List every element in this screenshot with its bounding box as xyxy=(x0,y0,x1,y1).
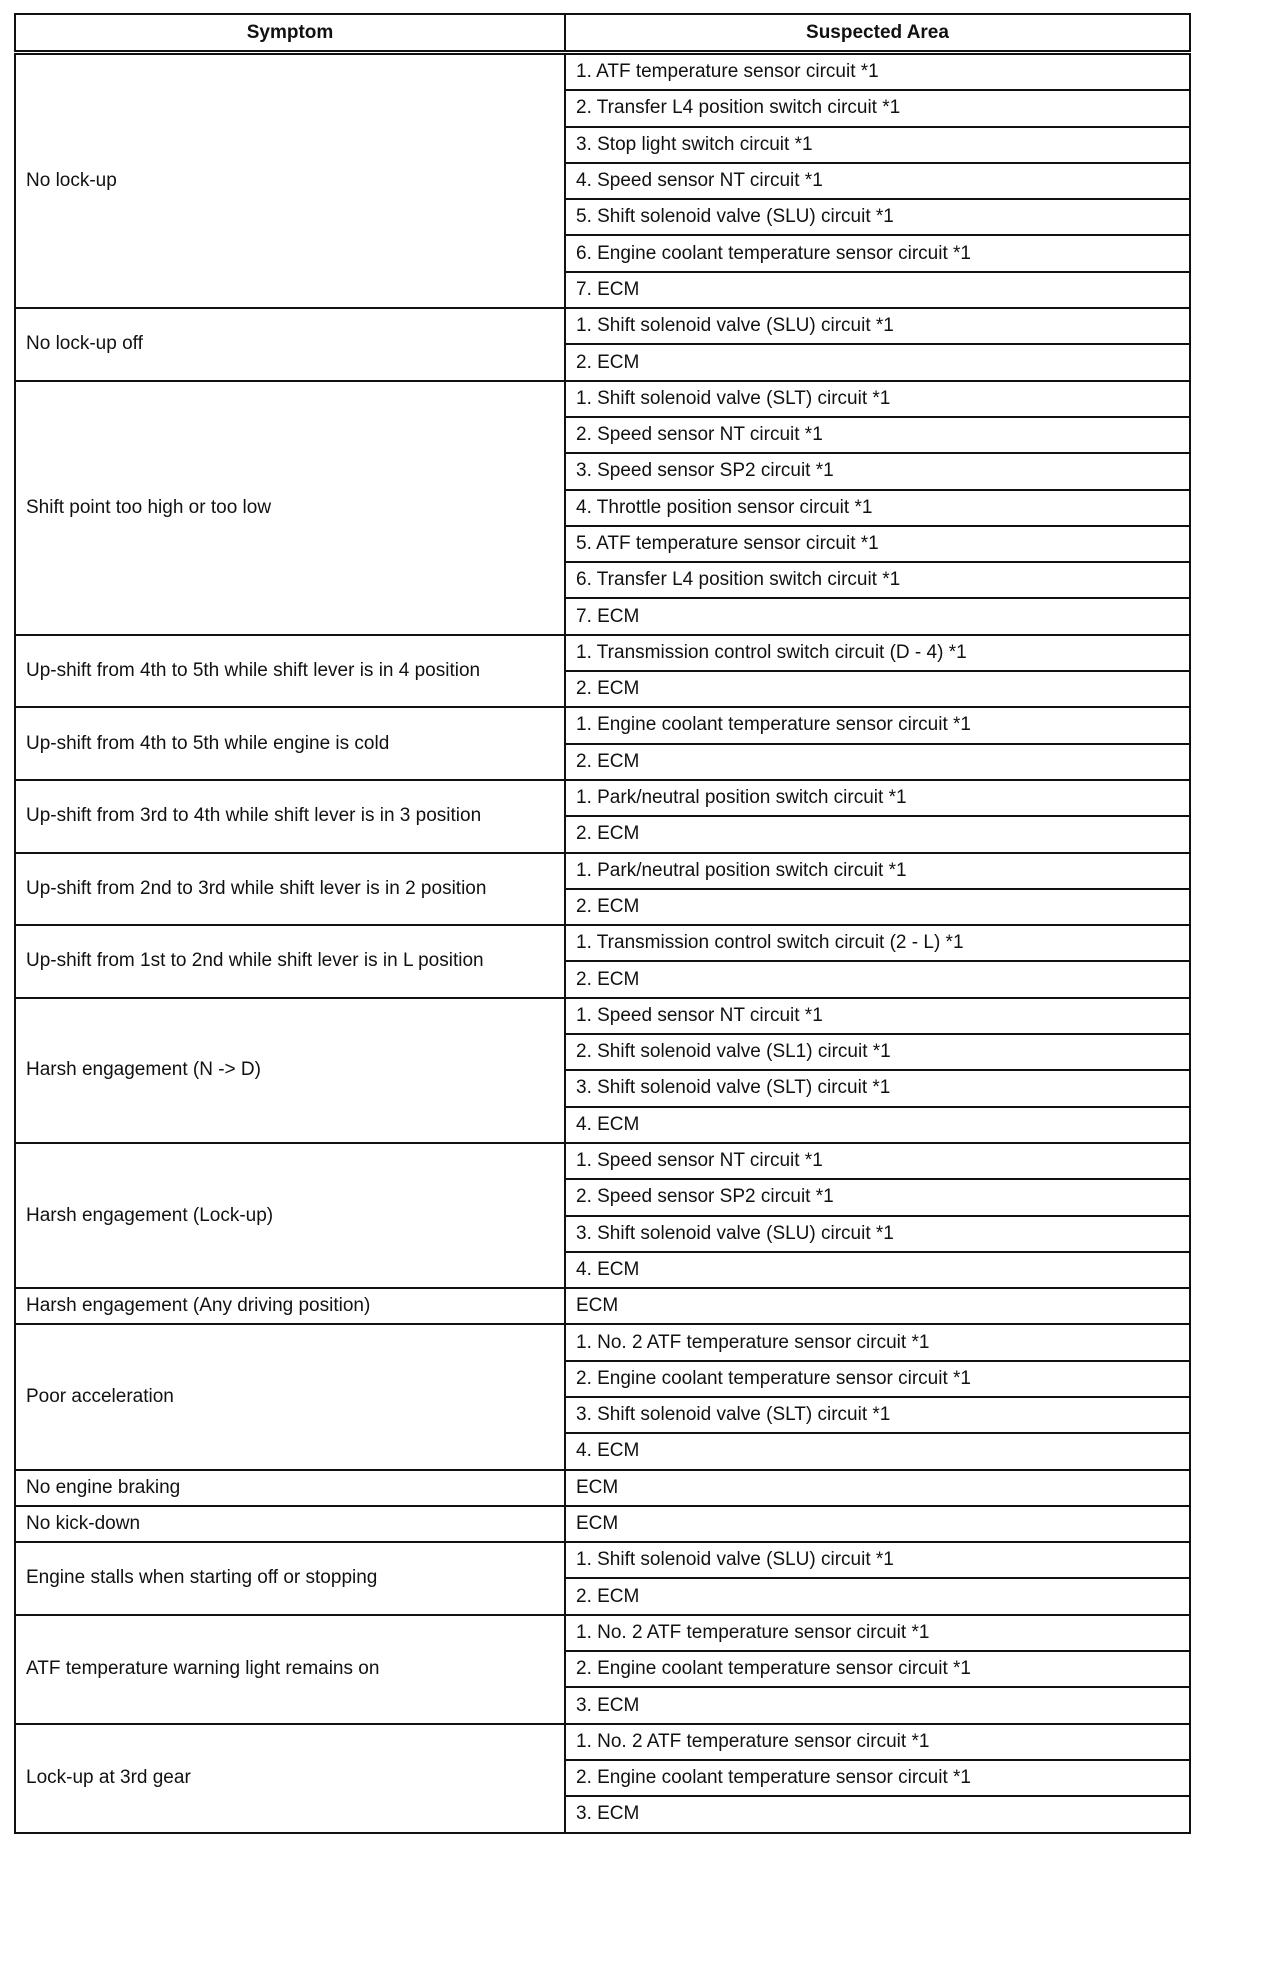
suspected-area-cell: 2. ECM xyxy=(565,671,1190,707)
suspected-area-cell: 2. ECM xyxy=(565,1578,1190,1614)
table-row xyxy=(15,998,1190,1034)
symptom-cell: No kick-down xyxy=(15,1506,565,1542)
table-row xyxy=(15,780,1190,816)
suspected-area-cell: 2. ECM xyxy=(565,744,1190,780)
table-row xyxy=(15,1542,1190,1578)
suspected-area-cell: 1. Transmission control switch circuit (2 - L) *1 xyxy=(565,925,1190,961)
table-row xyxy=(15,1615,1190,1651)
suspected-area-cell: 4. Throttle position sensor circuit *1 xyxy=(565,490,1190,526)
table-row xyxy=(15,1288,1190,1324)
suspected-area-cell: 1. Park/neutral position switch circuit *1 xyxy=(565,780,1190,816)
suspected-area-cell: 1. Engine coolant temperature sensor circuit *1 xyxy=(565,707,1190,743)
table-row xyxy=(15,1470,1190,1506)
suspected-area-cell: 2. Speed sensor NT circuit *1 xyxy=(565,417,1190,453)
table-body xyxy=(15,53,1190,1833)
suspected-area-cell: 3. Shift solenoid valve (SLT) circuit *1 xyxy=(565,1070,1190,1106)
suspected-area-cell: 4. ECM xyxy=(565,1107,1190,1143)
table-row xyxy=(15,1143,1190,1179)
suspected-area-cell: 7. ECM xyxy=(565,272,1190,308)
symptom-cell: Harsh engagement (Lock-up) xyxy=(15,1143,565,1288)
suspected-area-cell: 2. Speed sensor SP2 circuit *1 xyxy=(565,1179,1190,1215)
table-row xyxy=(15,1324,1190,1360)
suspected-area-cell: ECM xyxy=(565,1288,1190,1324)
suspected-area-cell: 1. Speed sensor NT circuit *1 xyxy=(565,998,1190,1034)
symptom-cell: Poor acceleration xyxy=(15,1324,565,1469)
suspected-area-cell: 7. ECM xyxy=(565,598,1190,634)
suspected-area-cell: ECM xyxy=(565,1506,1190,1542)
suspected-area-cell: ECM xyxy=(565,1470,1190,1506)
suspected-area-cell: 5. Shift solenoid valve (SLU) circuit *1 xyxy=(565,199,1190,235)
suspected-area-cell: 2. ECM xyxy=(565,816,1190,852)
suspected-area-cell: 2. ECM xyxy=(565,889,1190,925)
table-row xyxy=(15,308,1190,344)
suspected-area-cell: 3. Speed sensor SP2 circuit *1 xyxy=(565,453,1190,489)
symptom-table xyxy=(14,13,1191,1834)
symptom-cell: Harsh engagement (Any driving position) xyxy=(15,1288,565,1324)
suspected-area-cell: 3. Shift solenoid valve (SLU) circuit *1 xyxy=(565,1216,1190,1252)
suspected-area-cell: 3. Stop light switch circuit *1 xyxy=(565,127,1190,163)
suspected-area-cell: 2. Transfer L4 position switch circuit *1 xyxy=(565,90,1190,126)
symptom-cell: No engine braking xyxy=(15,1470,565,1506)
suspected-area-cell: 1. Shift solenoid valve (SLT) circuit *1 xyxy=(565,381,1190,417)
suspected-area-cell: 4. Speed sensor NT circuit *1 xyxy=(565,163,1190,199)
table-row xyxy=(15,635,1190,671)
table-row xyxy=(15,381,1190,417)
suspected-area-cell: 4. ECM xyxy=(565,1252,1190,1288)
symptom-cell: Up-shift from 4th to 5th while engine is cold xyxy=(15,707,565,780)
header-row xyxy=(15,14,1190,53)
suspected-area-cell: 1. Speed sensor NT circuit *1 xyxy=(565,1143,1190,1179)
symptom-cell: Up-shift from 1st to 2nd while shift lever is in L position xyxy=(15,925,565,998)
symptom-cell: Up-shift from 2nd to 3rd while shift lever is in 2 position xyxy=(15,853,565,926)
table-row xyxy=(15,925,1190,961)
suspected-area-cell: 1. No. 2 ATF temperature sensor circuit *1 xyxy=(565,1615,1190,1651)
suspected-area-cell: 6. Transfer L4 position switch circuit *1 xyxy=(565,562,1190,598)
suspected-area-cell: 2. Engine coolant temperature sensor circuit *1 xyxy=(565,1760,1190,1796)
suspected-area-cell: 3. Shift solenoid valve (SLT) circuit *1 xyxy=(565,1397,1190,1433)
suspected-area-cell: 2. ECM xyxy=(565,961,1190,997)
table-row xyxy=(15,707,1190,743)
table-row xyxy=(15,1506,1190,1542)
symptom-cell: ATF temperature warning light remains on xyxy=(15,1615,565,1724)
table-row xyxy=(15,1724,1190,1760)
table-row xyxy=(15,53,1190,91)
symptom-cell: No lock-up off xyxy=(15,308,565,381)
suspected-area-cell: 2. Shift solenoid valve (SL1) circuit *1 xyxy=(565,1034,1190,1070)
suspected-area-cell: 1. Shift solenoid valve (SLU) circuit *1 xyxy=(565,1542,1190,1578)
suspected-area-cell: 1. No. 2 ATF temperature sensor circuit *1 xyxy=(565,1324,1190,1360)
suspected-area-cell: 1. No. 2 ATF temperature sensor circuit *1 xyxy=(565,1724,1190,1760)
suspected-area-cell: 4. ECM xyxy=(565,1433,1190,1469)
suspected-area-cell: 3. ECM xyxy=(565,1687,1190,1723)
symptom-header: Symptom xyxy=(15,14,565,53)
suspected-area-cell: 6. Engine coolant temperature sensor circuit *1 xyxy=(565,235,1190,271)
symptom-cell: Shift point too high or too low xyxy=(15,381,565,635)
symptom-cell: Lock-up at 3rd gear xyxy=(15,1724,565,1833)
symptom-cell: Up-shift from 4th to 5th while shift lever is in 4 position xyxy=(15,635,565,708)
symptom-cell: No lock-up xyxy=(15,53,565,309)
table-row xyxy=(15,853,1190,889)
symptom-cell: Harsh engagement (N -> D) xyxy=(15,998,565,1143)
symptom-cell: Up-shift from 3rd to 4th while shift lever is in 3 position xyxy=(15,780,565,853)
suspected-area-cell: 1. Transmission control switch circuit (D - 4) *1 xyxy=(565,635,1190,671)
suspected-area-cell: 1. Shift solenoid valve (SLU) circuit *1 xyxy=(565,308,1190,344)
suspected-area-cell: 3. ECM xyxy=(565,1796,1190,1832)
suspected-area-cell: 2. Engine coolant temperature sensor circuit *1 xyxy=(565,1651,1190,1687)
suspected-area-cell: 1. Park/neutral position switch circuit *1 xyxy=(565,853,1190,889)
suspected-area-header: Suspected Area xyxy=(565,14,1190,53)
suspected-area-cell: 2. ECM xyxy=(565,344,1190,380)
suspected-area-cell: 5. ATF temperature sensor circuit *1 xyxy=(565,526,1190,562)
suspected-area-cell: 1. ATF temperature sensor circuit *1 xyxy=(565,53,1190,91)
suspected-area-cell: 2. Engine coolant temperature sensor circuit *1 xyxy=(565,1361,1190,1397)
symptom-cell: Engine stalls when starting off or stopping xyxy=(15,1542,565,1615)
